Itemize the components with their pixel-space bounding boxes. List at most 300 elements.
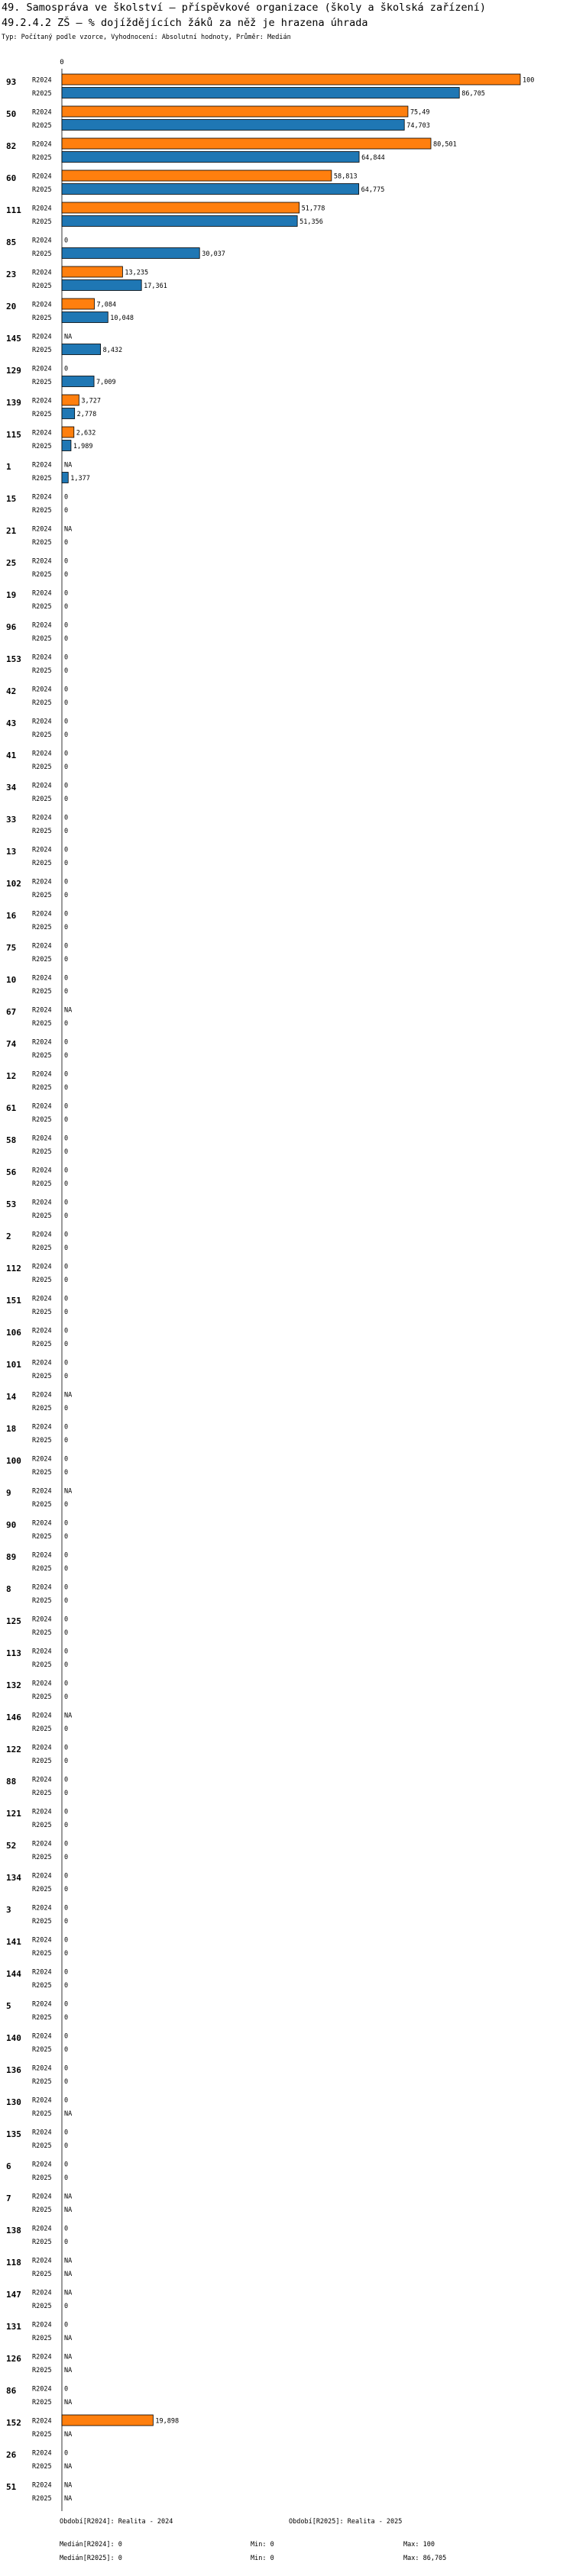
category-label: 20 bbox=[6, 302, 17, 312]
series-label: R2025 bbox=[32, 1629, 52, 1637]
category-label: 96 bbox=[6, 622, 17, 632]
data-label: NA bbox=[64, 2271, 73, 2278]
series-label: R2025 bbox=[32, 1565, 52, 1573]
data-label: 0 bbox=[64, 2174, 69, 2182]
series-label: R2024 bbox=[32, 2032, 52, 2041]
series-label: R2024 bbox=[32, 2385, 52, 2394]
series-label: R2024 bbox=[32, 686, 52, 694]
data-label: 0 bbox=[64, 2032, 69, 2041]
data-label: 74,703 bbox=[406, 122, 430, 130]
series-label: R2024 bbox=[32, 2129, 52, 2137]
series-label: R2025 bbox=[32, 315, 52, 322]
series-label: R2025 bbox=[32, 699, 52, 707]
category-label: 82 bbox=[6, 141, 17, 151]
series-label: R2024 bbox=[32, 397, 52, 405]
category-label: 6 bbox=[6, 2161, 11, 2171]
category-label: 140 bbox=[6, 2033, 21, 2043]
series-label: R2025 bbox=[32, 2367, 52, 2374]
data-label: 0 bbox=[64, 1519, 69, 1528]
data-label: 0 bbox=[64, 1725, 69, 1733]
bar-r2025 bbox=[62, 312, 108, 323]
series-label: R2024 bbox=[32, 1808, 52, 1816]
category-label: 56 bbox=[6, 1167, 17, 1177]
series-label: R2025 bbox=[32, 1084, 52, 1092]
category-label: 53 bbox=[6, 1199, 17, 1209]
series-label: R2025 bbox=[32, 539, 52, 547]
axis-zero-label: 0 bbox=[60, 59, 64, 66]
series-label: R2024 bbox=[32, 1295, 52, 1303]
series-label: R2025 bbox=[32, 2463, 52, 2471]
median-2025: Medián[R2025]: 0 bbox=[60, 2555, 122, 2562]
data-label: 0 bbox=[64, 1038, 69, 1047]
series-label: R2024 bbox=[32, 1327, 52, 1335]
category-label: 139 bbox=[6, 398, 21, 408]
series-label: R2024 bbox=[32, 237, 52, 245]
data-label: 0 bbox=[64, 1052, 69, 1060]
series-label: R2024 bbox=[32, 1968, 52, 1977]
series-label: R2025 bbox=[32, 2431, 52, 2439]
series-label: R2024 bbox=[32, 1519, 52, 1528]
data-label: 0 bbox=[64, 956, 69, 964]
series-label: R2024 bbox=[32, 2225, 52, 2233]
category-label: 89 bbox=[6, 1552, 17, 1562]
category-label: 153 bbox=[6, 654, 21, 664]
bar-r2024 bbox=[62, 170, 332, 181]
series-label: R2025 bbox=[32, 956, 52, 964]
series-label: R2025 bbox=[32, 571, 52, 579]
series-label: R2024 bbox=[32, 654, 52, 662]
data-label: NA bbox=[64, 2206, 73, 2214]
category-label: 7 bbox=[6, 2193, 11, 2203]
series-label: R2024 bbox=[32, 76, 52, 85]
series-label: R2025 bbox=[32, 1693, 52, 1701]
data-label: 0 bbox=[64, 1309, 69, 1316]
data-label: 0 bbox=[64, 1437, 69, 1445]
data-label: 0 bbox=[64, 686, 69, 694]
category-label: 111 bbox=[6, 205, 21, 215]
series-label: R2024 bbox=[32, 525, 52, 534]
series-label: R2025 bbox=[32, 763, 52, 771]
series-label: R2024 bbox=[32, 2161, 52, 2169]
data-label: 80,501 bbox=[433, 140, 457, 149]
bar-r2025 bbox=[62, 152, 359, 163]
category-label: 100 bbox=[6, 1456, 21, 1466]
data-label: 0 bbox=[64, 1982, 69, 1990]
series-label: R2025 bbox=[32, 1212, 52, 1220]
series-label: R2025 bbox=[32, 2303, 52, 2310]
series-label: R2024 bbox=[32, 1487, 52, 1496]
series-label: R2024 bbox=[32, 205, 52, 213]
data-label: 58,813 bbox=[333, 173, 358, 181]
data-label: 0 bbox=[64, 1327, 69, 1335]
category-label: 85 bbox=[6, 237, 17, 247]
data-label: 0 bbox=[64, 988, 69, 996]
category-label: 86 bbox=[6, 2386, 17, 2396]
data-label: 0 bbox=[64, 974, 69, 983]
category-label: 1 bbox=[6, 462, 11, 472]
series-label: R2024 bbox=[32, 718, 52, 726]
data-label: 0 bbox=[64, 1744, 69, 1752]
series-label: R2025 bbox=[32, 635, 52, 643]
category-label: 132 bbox=[6, 1680, 21, 1690]
data-label: 0 bbox=[64, 1808, 69, 1816]
data-label: 0 bbox=[64, 1180, 69, 1188]
data-label: 0 bbox=[64, 2000, 69, 2009]
bar-r2025 bbox=[62, 216, 297, 227]
category-label: 135 bbox=[6, 2129, 21, 2139]
series-label: R2025 bbox=[32, 1020, 52, 1028]
category-label: 26 bbox=[6, 2450, 17, 2460]
series-label: R2024 bbox=[32, 1006, 52, 1015]
category-label: 12 bbox=[6, 1071, 17, 1081]
series-label: R2025 bbox=[32, 2110, 52, 2118]
data-label: 10,048 bbox=[110, 315, 134, 322]
series-label: R2025 bbox=[32, 1758, 52, 1765]
category-label: 118 bbox=[6, 2258, 21, 2268]
data-label: NA bbox=[64, 2463, 73, 2471]
data-label: 0 bbox=[64, 571, 69, 579]
category-label: 21 bbox=[6, 526, 17, 536]
data-label: 0 bbox=[64, 1212, 69, 1220]
data-label: 0 bbox=[64, 1886, 69, 1893]
data-label: 0 bbox=[64, 2225, 69, 2233]
series-label: R2025 bbox=[32, 90, 52, 98]
series-label: R2025 bbox=[32, 924, 52, 931]
series-label: R2024 bbox=[32, 1135, 52, 1143]
data-label: 0 bbox=[64, 1455, 69, 1464]
series-label: R2024 bbox=[32, 429, 52, 437]
series-label: R2024 bbox=[32, 750, 52, 758]
series-label: R2024 bbox=[32, 493, 52, 502]
series-label: R2025 bbox=[32, 282, 52, 290]
data-label: 0 bbox=[64, 603, 69, 611]
category-label: 19 bbox=[6, 590, 17, 600]
series-label: R2025 bbox=[32, 1950, 52, 1958]
series-label: R2025 bbox=[32, 1405, 52, 1412]
data-label: 2,778 bbox=[76, 411, 97, 418]
data-label: 0 bbox=[64, 1790, 69, 1797]
data-label: 0 bbox=[64, 1116, 69, 1124]
data-label: 0 bbox=[64, 1872, 69, 1880]
data-label: 0 bbox=[64, 1776, 69, 1784]
data-label: 75,49 bbox=[410, 108, 430, 117]
series-label: R2025 bbox=[32, 1052, 52, 1060]
series-label: R2024 bbox=[32, 1680, 52, 1688]
data-label: NA bbox=[64, 1391, 73, 1399]
data-label: 3,727 bbox=[81, 397, 101, 405]
data-label: 0 bbox=[64, 1565, 69, 1573]
series-label: R2024 bbox=[32, 365, 52, 373]
series-label: R2025 bbox=[32, 1373, 52, 1380]
series-label: R2025 bbox=[32, 2206, 52, 2214]
category-label: 5 bbox=[6, 2001, 11, 2011]
series-label: R2024 bbox=[32, 1583, 52, 1592]
category-label: 134 bbox=[6, 1873, 21, 1883]
median-2024: Medián[R2024]: 0 bbox=[60, 2541, 122, 2549]
data-label: 0 bbox=[64, 2046, 69, 2054]
series-label: R2024 bbox=[32, 1070, 52, 1079]
data-label: NA bbox=[64, 2367, 73, 2374]
category-label: 138 bbox=[6, 2226, 21, 2235]
data-label: 0 bbox=[64, 1084, 69, 1092]
series-label: R2025 bbox=[32, 443, 52, 450]
max-2025: Max: 86,705 bbox=[403, 2555, 447, 2562]
data-label: NA bbox=[64, 2193, 73, 2201]
data-label: 19,898 bbox=[155, 2417, 180, 2426]
bar-r2024 bbox=[62, 266, 122, 277]
data-label: 0 bbox=[64, 1758, 69, 1765]
data-label: 0 bbox=[64, 1936, 69, 1945]
category-label: 34 bbox=[6, 783, 17, 792]
series-label: R2025 bbox=[32, 2014, 52, 2022]
series-label: R2025 bbox=[32, 2142, 52, 2150]
data-label: 0 bbox=[64, 635, 69, 643]
bar-r2025 bbox=[62, 184, 359, 195]
bar-r2025 bbox=[62, 376, 94, 387]
series-label: R2024 bbox=[32, 2417, 52, 2426]
data-label: 0 bbox=[64, 1341, 69, 1348]
category-label: 113 bbox=[6, 1648, 21, 1658]
data-label: 0 bbox=[64, 699, 69, 707]
category-label: 60 bbox=[6, 173, 17, 183]
category-label: 136 bbox=[6, 2065, 21, 2075]
category-label: 13 bbox=[6, 847, 17, 857]
data-label: 0 bbox=[64, 763, 69, 771]
series-label: R2025 bbox=[32, 603, 52, 611]
series-label: R2025 bbox=[32, 347, 52, 354]
series-label: R2025 bbox=[32, 1886, 52, 1893]
category-label: 152 bbox=[6, 2418, 21, 2428]
series-label: R2024 bbox=[32, 1872, 52, 1880]
series-label: R2024 bbox=[32, 1840, 52, 1848]
data-label: 0 bbox=[64, 750, 69, 758]
series-label: R2025 bbox=[32, 1854, 52, 1861]
series-label: R2024 bbox=[32, 333, 52, 341]
data-label: 0 bbox=[64, 2064, 69, 2073]
data-label: 0 bbox=[64, 2142, 69, 2150]
data-label: 0 bbox=[64, 493, 69, 502]
series-label: R2025 bbox=[32, 154, 52, 162]
bar-r2024 bbox=[62, 427, 74, 437]
category-label: 121 bbox=[6, 1809, 21, 1819]
legend-period-2025: Období[R2025]: Realita - 2025 bbox=[289, 2518, 403, 2526]
data-label: 0 bbox=[64, 814, 69, 822]
data-label: 0 bbox=[64, 1295, 69, 1303]
data-label: 7,084 bbox=[96, 301, 117, 309]
series-label: R2024 bbox=[32, 108, 52, 117]
category-label: 9 bbox=[6, 1488, 11, 1498]
data-label: 0 bbox=[64, 1148, 69, 1156]
category-label: 52 bbox=[6, 1841, 17, 1851]
data-label: 0 bbox=[64, 1533, 69, 1541]
data-label: 0 bbox=[64, 1070, 69, 1079]
page-title: 49. Samospráva ve školství – příspěvkové organizace (školy a školská zařízení) bbox=[2, 2, 486, 14]
series-label: R2025 bbox=[32, 1725, 52, 1733]
series-label: R2025 bbox=[32, 1116, 52, 1124]
data-label: 0 bbox=[64, 718, 69, 726]
series-label: R2024 bbox=[32, 1455, 52, 1464]
series-label: R2024 bbox=[32, 589, 52, 598]
series-label: R2024 bbox=[32, 1712, 52, 1720]
series-label: R2024 bbox=[32, 2257, 52, 2265]
series-label: R2025 bbox=[32, 731, 52, 739]
max-2024: Max: 100 bbox=[403, 2541, 435, 2549]
bar-r2025 bbox=[62, 88, 459, 98]
data-label: 8,432 bbox=[102, 347, 123, 354]
data-label: 0 bbox=[64, 1020, 69, 1028]
data-label: 0 bbox=[64, 1950, 69, 1958]
legend-period-2024: Období[R2024]: Realita - 2024 bbox=[60, 2518, 173, 2526]
series-label: R2024 bbox=[32, 2097, 52, 2105]
series-label: R2024 bbox=[32, 1231, 52, 1239]
category-label: 141 bbox=[6, 1937, 21, 1947]
bar-r2025 bbox=[62, 344, 101, 355]
series-label: R2024 bbox=[32, 1263, 52, 1271]
series-label: R2024 bbox=[32, 814, 52, 822]
series-label: R2024 bbox=[32, 1199, 52, 1207]
data-label: 0 bbox=[64, 1822, 69, 1829]
bar-r2024 bbox=[62, 74, 520, 85]
data-label: NA bbox=[64, 1006, 73, 1015]
category-label: 2 bbox=[6, 1232, 11, 1241]
bar-r2024 bbox=[62, 2415, 153, 2426]
series-label: R2025 bbox=[32, 828, 52, 835]
series-label: R2024 bbox=[32, 1904, 52, 1913]
series-label: R2024 bbox=[32, 1359, 52, 1367]
data-label: 0 bbox=[64, 539, 69, 547]
series-label: R2025 bbox=[32, 1918, 52, 1926]
series-label: R2024 bbox=[32, 1776, 52, 1784]
series-label: R2024 bbox=[32, 2353, 52, 2361]
category-label: 115 bbox=[6, 430, 21, 440]
series-label: R2024 bbox=[32, 846, 52, 854]
series-label: R2024 bbox=[32, 942, 52, 951]
category-label: 90 bbox=[6, 1520, 17, 1530]
bar-r2025 bbox=[62, 120, 404, 131]
data-label: 0 bbox=[64, 2449, 69, 2458]
bar-r2025 bbox=[62, 473, 68, 483]
series-label: R2025 bbox=[32, 1822, 52, 1829]
min-2024: Min: 0 bbox=[251, 2541, 274, 2549]
series-label: R2025 bbox=[32, 1469, 52, 1477]
category-label: 88 bbox=[6, 1777, 17, 1787]
series-label: R2024 bbox=[32, 557, 52, 566]
category-label: 125 bbox=[6, 1616, 21, 1626]
data-label: 0 bbox=[64, 557, 69, 566]
data-label: NA bbox=[64, 2431, 73, 2439]
data-label: NA bbox=[64, 2353, 73, 2361]
series-label: R2024 bbox=[32, 1423, 52, 1432]
series-label: R2025 bbox=[32, 2174, 52, 2182]
data-label: 0 bbox=[64, 1405, 69, 1412]
data-label: 0 bbox=[64, 237, 69, 245]
data-label: 0 bbox=[64, 1616, 69, 1624]
series-label: R2025 bbox=[32, 1180, 52, 1188]
data-label: 0 bbox=[64, 1648, 69, 1656]
data-label: 0 bbox=[64, 2097, 69, 2105]
data-label: 0 bbox=[64, 1469, 69, 1477]
bar-r2025 bbox=[62, 280, 141, 291]
category-label: 8 bbox=[6, 1584, 11, 1594]
series-label: R2024 bbox=[32, 2289, 52, 2297]
data-label: 0 bbox=[64, 892, 69, 899]
category-label: 106 bbox=[6, 1328, 21, 1338]
series-label: R2024 bbox=[32, 2321, 52, 2329]
data-label: 0 bbox=[64, 942, 69, 951]
data-label: NA bbox=[64, 333, 73, 341]
chart-info: Typ: Počítaný podle vzorce, Vyhodnocení: Absolutní hodnoty, Průměr: Medián bbox=[2, 34, 291, 41]
bar-r2025 bbox=[62, 408, 75, 419]
category-label: 145 bbox=[6, 334, 21, 344]
category-label: 33 bbox=[6, 815, 17, 825]
data-label: 100 bbox=[523, 76, 535, 85]
series-label: R2025 bbox=[32, 475, 52, 483]
series-label: R2024 bbox=[32, 461, 52, 470]
category-label: 130 bbox=[6, 2097, 21, 2107]
series-label: R2025 bbox=[32, 1148, 52, 1156]
data-label: 0 bbox=[64, 2239, 69, 2246]
series-label: R2025 bbox=[32, 507, 52, 515]
category-label: 51 bbox=[6, 2482, 17, 2492]
data-label: NA bbox=[64, 2257, 73, 2265]
series-label: R2024 bbox=[32, 269, 52, 277]
bar-r2024 bbox=[62, 395, 79, 405]
series-label: R2025 bbox=[32, 122, 52, 130]
category-label: 43 bbox=[6, 718, 17, 728]
series-label: R2024 bbox=[32, 1551, 52, 1560]
data-label: 0 bbox=[64, 878, 69, 886]
data-label: 0 bbox=[64, 1840, 69, 1848]
data-label: 0 bbox=[64, 910, 69, 918]
data-label: 0 bbox=[64, 782, 69, 790]
data-label: 7,009 bbox=[96, 379, 116, 386]
bar-r2024 bbox=[62, 299, 95, 309]
data-label: 64,775 bbox=[361, 186, 385, 194]
category-label: 151 bbox=[6, 1296, 21, 1306]
category-label: 41 bbox=[6, 751, 17, 760]
series-label: R2025 bbox=[32, 1341, 52, 1348]
data-label: 0 bbox=[64, 1693, 69, 1701]
category-label: 23 bbox=[6, 270, 17, 279]
chart-subtitle: 49.2.4.2 ZŠ – % dojíždějících žáků za něž je hrazena úhrada bbox=[2, 17, 368, 29]
data-label: 0 bbox=[64, 1854, 69, 1861]
data-label: NA bbox=[64, 2495, 73, 2503]
category-label: 74 bbox=[6, 1039, 17, 1049]
data-label: NA bbox=[64, 2289, 73, 2297]
category-label: 25 bbox=[6, 558, 17, 568]
series-label: R2025 bbox=[32, 2335, 52, 2342]
series-label: R2024 bbox=[32, 2000, 52, 2009]
data-label: 0 bbox=[64, 1680, 69, 1688]
series-label: R2025 bbox=[32, 1309, 52, 1316]
series-label: R2025 bbox=[32, 1533, 52, 1541]
series-label: R2024 bbox=[32, 782, 52, 790]
series-label: R2025 bbox=[32, 250, 52, 258]
data-label: 1,989 bbox=[73, 443, 93, 450]
category-label: 144 bbox=[6, 1969, 21, 1979]
min-2025: Min: 0 bbox=[251, 2555, 274, 2562]
series-label: R2025 bbox=[32, 2271, 52, 2278]
data-label: 0 bbox=[64, 1918, 69, 1926]
data-label: 0 bbox=[64, 1244, 69, 1252]
data-label: 0 bbox=[64, 2129, 69, 2137]
data-label: 0 bbox=[64, 828, 69, 835]
data-label: 17,361 bbox=[144, 282, 167, 290]
data-label: 0 bbox=[64, 1167, 69, 1175]
data-label: 0 bbox=[64, 1501, 69, 1509]
series-label: R2025 bbox=[32, 2078, 52, 2086]
series-label: R2024 bbox=[32, 1616, 52, 1624]
